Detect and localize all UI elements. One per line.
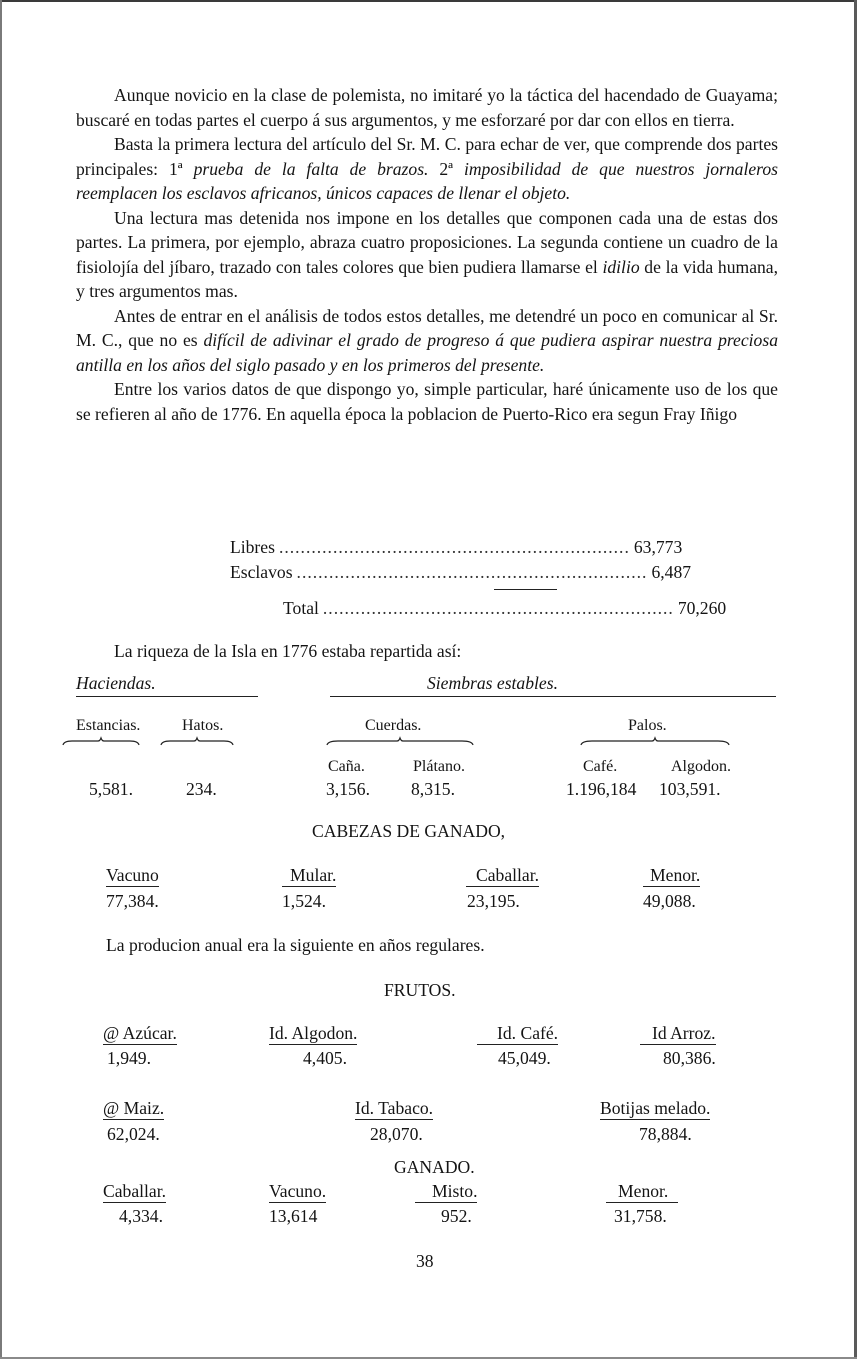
frutos-cafe-label: Id. Café.	[477, 1023, 558, 1045]
page-frame-top	[0, 0, 857, 2]
frutos-algodon-label: Id. Algodon.	[269, 1023, 358, 1043]
cabezas-vacuno-label: Vacuno	[106, 865, 159, 885]
cabezas-ganado-header: CABEZAS DE GANADO,	[312, 821, 506, 841]
frutos-algodon-value: 4,405.	[303, 1048, 347, 1068]
ganado-misto-label: Misto.	[415, 1181, 477, 1203]
platano-label: Plátano.	[413, 758, 465, 775]
siembras-rule	[330, 696, 776, 697]
ganado-misto-value: 952.	[441, 1206, 472, 1226]
platano-value: 8,315.	[411, 779, 455, 799]
palos-label: Palos.	[628, 717, 667, 734]
riqueza-intro: La riqueza de la Isla en 1776 estaba repartida así:	[114, 641, 462, 661]
frutos-tabaco-value: 28,070.	[370, 1124, 423, 1144]
cabezas-caballar-label: Caballar.	[466, 865, 539, 887]
ganado-menor-value: 31,758.	[614, 1206, 667, 1226]
ganado-caballar-value: 4,334.	[119, 1206, 163, 1226]
estancias-brace	[62, 738, 140, 746]
haciendas-header: Haciendas.	[76, 673, 156, 693]
estancias-label: Estancias.	[76, 717, 141, 734]
paragraph-1: Aunque novicio en la clase de polemista, no imitaré yo la táctica del hacendado de Guayama; buscaré en todas partes el cuerpo á sus argumentos, y me esforzaré por dar con ellos en tierra.	[76, 85, 778, 130]
frutos-melado-value: 78,884.	[639, 1124, 692, 1144]
cuerdas-label: Cuerdas.	[365, 717, 422, 734]
estancias-value: 5,581.	[89, 779, 133, 799]
cabezas-menor-value: 49,088.	[643, 891, 696, 911]
frutos-azucar-value: 1,949.	[107, 1048, 151, 1068]
cabezas-caballar-value: 23,195.	[467, 891, 520, 911]
ganado-menor-label: Menor.	[606, 1181, 678, 1203]
frutos-melado-label: Botijas melado.	[600, 1098, 711, 1118]
ganado-header: GANADO.	[394, 1157, 475, 1177]
paragraph-5: Entre los varios datos de que dispongo yo, simple particular, haré únicamente uso de los que se refieren al año de 1776. En aquella época la poblacion de Puerto-Rico era segun Fray Iñigo	[76, 379, 778, 424]
population-sum-rule	[494, 589, 557, 590]
body-text	[76, 83, 778, 426]
page-number: 38	[416, 1251, 434, 1271]
cabezas-menor-label: Menor.	[643, 865, 700, 887]
hatos-value: 234.	[186, 779, 217, 799]
cafe-label: Café.	[583, 758, 618, 775]
frutos-cafe-value: 45,049.	[498, 1048, 551, 1068]
frutos-azucar-label: @ Azúcar.	[103, 1023, 177, 1043]
population-row-libres: Libres ................................................................. 63,773	[230, 537, 683, 557]
frutos-tabaco-label: Id. Tabaco.	[355, 1098, 434, 1118]
page-frame-left	[0, 0, 2, 1359]
cana-value: 3,156.	[326, 779, 370, 799]
paragraph-4: Antes de entrar en el análisis de todos estos detalles, me detendré un poco en comunicar al Sr. M. C., que no es difícil de adivinar el grado de progreso á que pudiera aspirar nuestra preciosa antilla en los años del siglo pasado y en los primeros del presente.	[76, 305, 778, 375]
palos-brace	[580, 738, 730, 746]
frutos-header: FRUTOS.	[384, 980, 456, 1000]
ganado-vacuno-value: 13,614	[269, 1206, 318, 1226]
cabezas-mular-label: Mular.	[282, 865, 336, 887]
cafe-value: 1.196,184	[566, 779, 637, 799]
frutos-maiz-value: 62,024.	[107, 1124, 160, 1144]
hatos-label: Hatos.	[182, 717, 224, 734]
frutos-maiz-label: @ Maiz.	[103, 1098, 165, 1118]
algodon-label: Algodon.	[671, 758, 731, 775]
produccion-intro: La producion anual era la siguiente en años regulares.	[106, 935, 485, 955]
haciendas-rule	[76, 696, 258, 697]
cabezas-vacuno-value: 77,384.	[106, 891, 159, 911]
paragraph-3: Una lectura mas detenida nos impone en los detalles que componen cada una de estas dos partes. La primera, por ejemplo, abraza cuatro proposiciones. La segunda contiene un cuadro de la fisiolojía del jíbaro, trazado con tales colores que bien pudiera llamarse el idilio de la vida humana, y tres argumentos mas.	[76, 207, 779, 301]
hatos-brace	[160, 738, 234, 746]
frutos-arroz-label: Id Arroz.	[640, 1023, 716, 1045]
siembras-header: Siembras estables.	[427, 673, 558, 693]
ganado-vacuno-label: Vacuno.	[269, 1181, 327, 1201]
paragraph-2: Basta la primera lectura del artículo del Sr. M. C. para echar de ver, que comprende dos partes principales: 1ª prueba de la falta de brazos. 2ª imposibilidad de que nuestros jornaleros reemplacen los esclavos africanos, únicos capaces de llenar el objeto.	[76, 134, 779, 203]
cabezas-mular-value: 1,524.	[282, 891, 326, 911]
cana-label: Caña.	[328, 758, 365, 775]
population-row-esclavos: Esclavos ................................................................. 6,487	[230, 562, 692, 582]
frutos-arroz-value: 80,386.	[663, 1048, 716, 1068]
ganado-caballar-label: Caballar.	[103, 1181, 167, 1201]
population-row-total: Total ................................................................. 70,260	[283, 598, 727, 618]
cuerdas-brace	[326, 738, 474, 746]
algodon-value: 103,591.	[659, 779, 721, 799]
